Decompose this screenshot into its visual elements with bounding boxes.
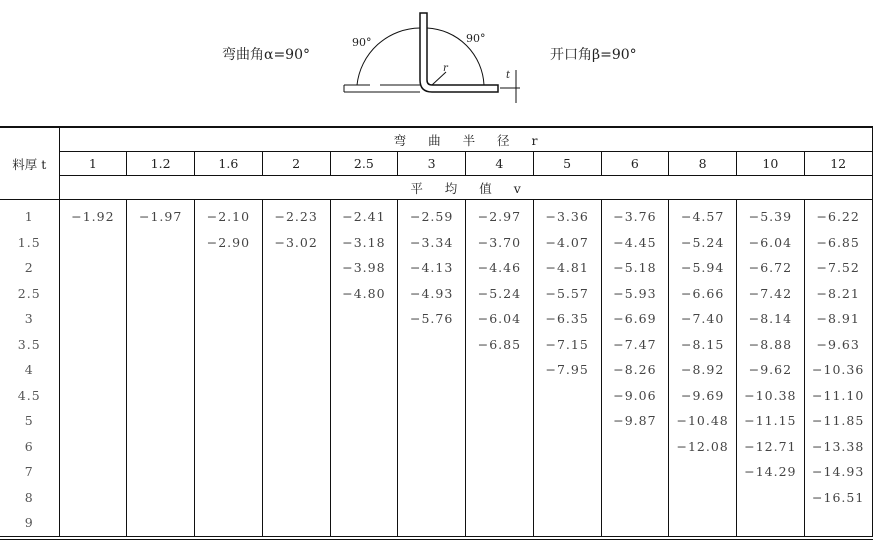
value-cell: −3.18 (330, 230, 398, 256)
value-cell (262, 332, 330, 358)
value-cell (127, 434, 195, 460)
value-cell: −16.51 (804, 485, 872, 511)
table-row (0, 383, 872, 409)
group-header: 弯 曲 半 径 r (59, 127, 872, 152)
value-cell: −7.52 (804, 255, 872, 281)
value-cell (533, 510, 601, 538)
value-cell (398, 332, 466, 358)
radius-header: 8 (669, 152, 737, 176)
thickness-cell: 4 (0, 357, 59, 383)
value-cell: −14.29 (737, 459, 805, 485)
value-cell (601, 485, 669, 511)
thickness-cell: 2.5 (0, 281, 59, 307)
radius-header: 2 (262, 152, 330, 176)
value-cell: −14.93 (804, 459, 872, 485)
value-cell: −3.36 (533, 200, 601, 230)
value-cell (195, 281, 263, 307)
value-cell (330, 332, 398, 358)
value-cell: −9.87 (601, 408, 669, 434)
value-cell: −8.15 (669, 332, 737, 358)
value-cell: −8.91 (804, 306, 872, 332)
value-cell (466, 485, 534, 511)
value-cell (466, 434, 534, 460)
value-cell: −4.46 (466, 255, 534, 281)
value-cell (262, 408, 330, 434)
bend-diagram (340, 8, 530, 108)
value-cell (195, 510, 263, 538)
value-cell (59, 408, 127, 434)
thickness-cell: 9 (0, 510, 59, 538)
row-header: 料厚 t (0, 127, 59, 200)
value-cell: −6.85 (804, 230, 872, 256)
value-cell (127, 306, 195, 332)
thickness-label: t (506, 70, 511, 81)
value-cell (330, 383, 398, 409)
value-cell: −7.42 (737, 281, 805, 307)
bend-value-table (0, 126, 873, 540)
table-row (0, 200, 872, 230)
value-cell (466, 357, 534, 383)
value-cell (195, 408, 263, 434)
value-cell (59, 357, 127, 383)
value-cell (59, 383, 127, 409)
value-cell (127, 255, 195, 281)
value-cell (59, 230, 127, 256)
table-row (0, 255, 872, 281)
value-cell (601, 459, 669, 485)
radius-header: 12 (804, 152, 872, 176)
value-cell: −3.76 (601, 200, 669, 230)
value-cell: −5.24 (466, 281, 534, 307)
value-cell: −10.48 (669, 408, 737, 434)
radius-header: 10 (737, 152, 805, 176)
table-row (0, 332, 872, 358)
value-cell (127, 459, 195, 485)
thickness-cell: 5 (0, 408, 59, 434)
value-cell (398, 510, 466, 538)
value-cell: −2.10 (195, 200, 263, 230)
value-cell: −11.15 (737, 408, 805, 434)
value-cell (127, 485, 195, 511)
value-cell: −3.70 (466, 230, 534, 256)
radius-label: r (443, 63, 448, 74)
value-cell: −3.34 (398, 230, 466, 256)
thickness-cell: 3 (0, 306, 59, 332)
value-cell: −4.93 (398, 281, 466, 307)
value-cell: −9.06 (601, 383, 669, 409)
value-cell (466, 510, 534, 538)
value-cell (59, 485, 127, 511)
table-row (0, 408, 872, 434)
value-cell (195, 255, 263, 281)
table-row (0, 485, 872, 511)
bend-angle-caption: 弯曲角α=90° (222, 47, 310, 63)
value-cell (127, 383, 195, 409)
radius-header: 2.5 (330, 152, 398, 176)
value-cell (195, 434, 263, 460)
value-cell (398, 408, 466, 434)
value-cell: −7.95 (533, 357, 601, 383)
value-cell (601, 434, 669, 460)
thickness-cell: 3.5 (0, 332, 59, 358)
value-cell: −7.47 (601, 332, 669, 358)
value-cell (533, 485, 601, 511)
value-cell: −13.38 (804, 434, 872, 460)
value-cell (669, 510, 737, 538)
value-cell (262, 306, 330, 332)
thickness-cell: 8 (0, 485, 59, 511)
thickness-cell: 1 (0, 200, 59, 230)
value-cell: −12.71 (737, 434, 805, 460)
value-cell: −9.62 (737, 357, 805, 383)
value-cell: −4.80 (330, 281, 398, 307)
value-cell (737, 485, 805, 511)
value-cell (737, 510, 805, 538)
value-cell: −4.07 (533, 230, 601, 256)
value-cell: −7.40 (669, 306, 737, 332)
opening-angle-caption: 开口角β=90° (550, 47, 637, 63)
value-cell (127, 357, 195, 383)
value-cell: −9.63 (804, 332, 872, 358)
value-cell (330, 459, 398, 485)
value-cell (398, 459, 466, 485)
value-cell (466, 383, 534, 409)
value-cell: −5.24 (669, 230, 737, 256)
value-cell (262, 485, 330, 511)
value-cell (533, 434, 601, 460)
thickness-cell: 6 (0, 434, 59, 460)
value-cell (669, 459, 737, 485)
value-cell: −3.98 (330, 255, 398, 281)
value-cell (262, 434, 330, 460)
value-cell: −6.35 (533, 306, 601, 332)
value-cell: −8.26 (601, 357, 669, 383)
value-cell (669, 485, 737, 511)
value-cell: −8.88 (737, 332, 805, 358)
value-cell (195, 306, 263, 332)
value-cell: −5.57 (533, 281, 601, 307)
value-cell: −2.23 (262, 200, 330, 230)
value-cell (195, 383, 263, 409)
value-cell: −6.72 (737, 255, 805, 281)
value-cell (127, 510, 195, 538)
radius-header: 5 (533, 152, 601, 176)
value-cell (466, 459, 534, 485)
radius-header: 1.2 (127, 152, 195, 176)
value-cell (330, 408, 398, 434)
value-cell (533, 408, 601, 434)
value-cell (262, 357, 330, 383)
value-cell (466, 408, 534, 434)
table-row (0, 230, 872, 256)
radius-header: 6 (601, 152, 669, 176)
right-angle-label: 90° (466, 32, 486, 45)
radius-header: 3 (398, 152, 466, 176)
value-cell: −4.45 (601, 230, 669, 256)
value-cell: −6.04 (466, 306, 534, 332)
radius-header: 1 (59, 152, 127, 176)
thickness-cell: 4.5 (0, 383, 59, 409)
value-cell: −8.14 (737, 306, 805, 332)
value-cell (195, 485, 263, 511)
value-cell: −2.41 (330, 200, 398, 230)
value-cell (398, 383, 466, 409)
value-cell: −8.92 (669, 357, 737, 383)
value-cell (533, 459, 601, 485)
value-cell (330, 510, 398, 538)
value-cell (262, 281, 330, 307)
value-cell (262, 255, 330, 281)
value-cell: −7.15 (533, 332, 601, 358)
value-cell (59, 255, 127, 281)
value-cell (398, 434, 466, 460)
value-cell: −10.36 (804, 357, 872, 383)
value-cell (59, 510, 127, 538)
value-cell (262, 459, 330, 485)
value-cell (398, 485, 466, 511)
value-cell: −2.90 (195, 230, 263, 256)
table-row (0, 357, 872, 383)
value-cell: −3.02 (262, 230, 330, 256)
value-cell: −6.66 (669, 281, 737, 307)
value-cell (127, 281, 195, 307)
thickness-cell: 7 (0, 459, 59, 485)
value-cell: −5.94 (669, 255, 737, 281)
value-cell: −9.69 (669, 383, 737, 409)
value-cell: −2.59 (398, 200, 466, 230)
value-cell: −6.04 (737, 230, 805, 256)
value-cell (330, 485, 398, 511)
value-cell (59, 281, 127, 307)
value-cell: −11.10 (804, 383, 872, 409)
value-cell: −4.81 (533, 255, 601, 281)
value-cell: −5.76 (398, 306, 466, 332)
value-cell: −6.22 (804, 200, 872, 230)
value-cell: −4.57 (669, 200, 737, 230)
value-cell: −1.92 (59, 200, 127, 230)
value-cell (330, 306, 398, 332)
value-cell: −6.69 (601, 306, 669, 332)
value-cell (59, 459, 127, 485)
table-row (0, 459, 872, 485)
value-cell: −2.97 (466, 200, 534, 230)
value-cell (262, 510, 330, 538)
value-cell (59, 332, 127, 358)
table-row (0, 281, 872, 307)
value-cell (601, 510, 669, 538)
value-cell (59, 306, 127, 332)
value-header: 平 均 值 v (59, 176, 872, 200)
value-cell: −1.97 (127, 200, 195, 230)
value-cell (195, 332, 263, 358)
value-cell (330, 434, 398, 460)
value-cell (804, 510, 872, 538)
value-cell (59, 434, 127, 460)
thickness-cell: 1.5 (0, 230, 59, 256)
value-cell: −4.13 (398, 255, 466, 281)
value-cell (262, 383, 330, 409)
value-cell (127, 408, 195, 434)
value-cell: −11.85 (804, 408, 872, 434)
value-cell (398, 357, 466, 383)
table-row (0, 510, 872, 538)
value-cell (127, 332, 195, 358)
table-row (0, 306, 872, 332)
value-cell: −10.38 (737, 383, 805, 409)
value-cell (195, 357, 263, 383)
value-cell: −5.39 (737, 200, 805, 230)
value-cell (127, 230, 195, 256)
radius-header: 1.6 (195, 152, 263, 176)
table-row (0, 434, 872, 460)
value-cell: −12.08 (669, 434, 737, 460)
thickness-cell: 2 (0, 255, 59, 281)
left-angle-label: 90° (352, 36, 372, 49)
value-cell (195, 459, 263, 485)
value-cell: −8.21 (804, 281, 872, 307)
radius-header: 4 (466, 152, 534, 176)
value-cell: −6.85 (466, 332, 534, 358)
value-cell (330, 357, 398, 383)
value-cell (533, 383, 601, 409)
value-cell: −5.18 (601, 255, 669, 281)
value-cell: −5.93 (601, 281, 669, 307)
